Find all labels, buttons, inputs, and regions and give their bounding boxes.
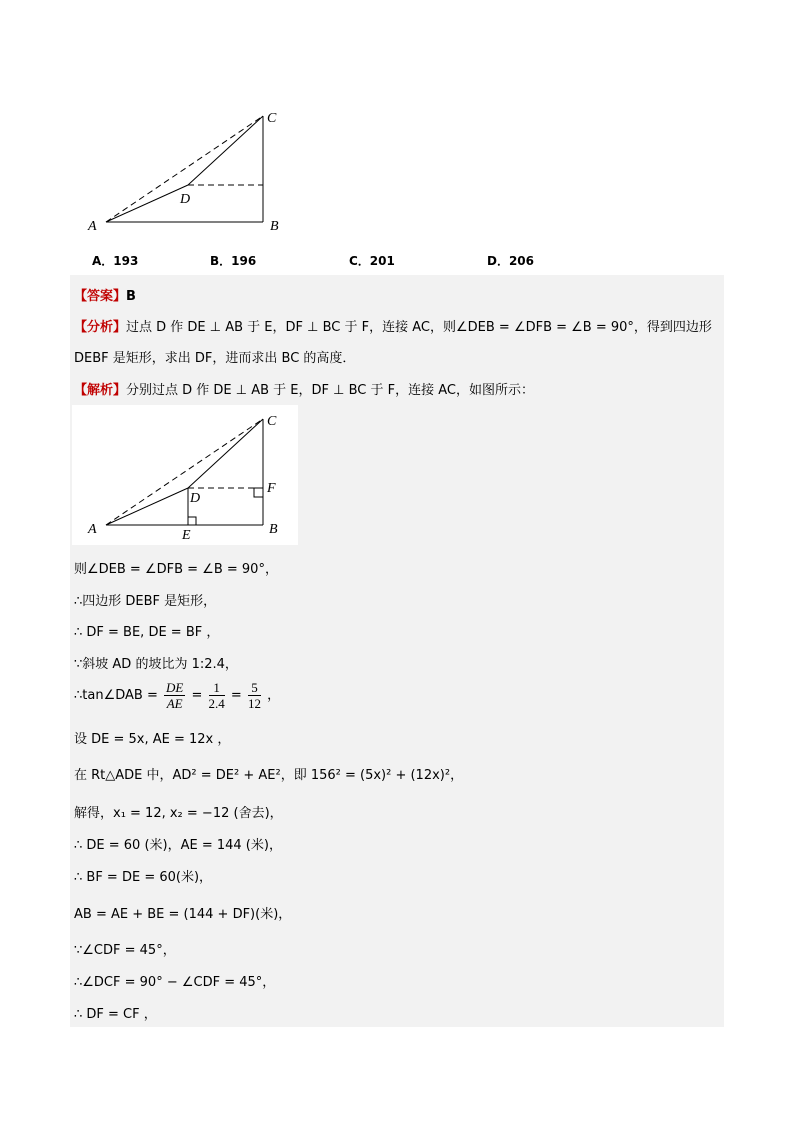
analysis-line-1 — [74, 316, 712, 335]
fraction-1-numerator: DE — [166, 680, 184, 695]
step-6: 设 DE = 5x, AE = 12x ， — [74, 732, 231, 747]
label-a-2: A — [88, 522, 97, 537]
figure-1 — [80, 100, 300, 240]
solution-text-1: 分别过点 D 作 DE ⊥ AB 于 E，DF ⊥ BC 于 F，连接 AC，如图所示： — [126, 383, 534, 398]
fraction-2-denominator: 2.4 — [208, 696, 225, 711]
step-10: ∴ BF = DE = 60(米)， — [74, 870, 213, 885]
solution-line-1 — [74, 379, 534, 398]
answer-tag: 【答案】 — [74, 289, 127, 304]
label-d-2: D — [190, 491, 201, 506]
line-ad — [106, 185, 191, 222]
option-d: D．206 — [487, 254, 535, 268]
option-b: B．196 — [210, 254, 257, 268]
tan-suffix: ， — [267, 688, 281, 703]
step-12: ∵∠CDF = 45°， — [74, 943, 176, 958]
fraction-2-numerator: 1 — [209, 680, 225, 696]
analysis-tag: 【分析】 — [74, 320, 127, 335]
step-9: ∴ DE = 60 (米)，AE = 144 (米)， — [74, 838, 282, 853]
fraction-1-2-4 — [209, 680, 225, 711]
step-8: 解得，x₁ = 12, x₂ = −12 (舍去)， — [74, 806, 283, 821]
label-d: D — [180, 192, 191, 207]
step-tan — [74, 680, 280, 711]
fraction-1-denominator: AE — [166, 696, 183, 711]
line-dc — [188, 116, 263, 185]
line-dc-2 — [188, 419, 263, 488]
option-c: C．201 — [349, 254, 395, 268]
label-a: A — [88, 219, 97, 234]
line-ad-2 — [106, 488, 188, 525]
fraction-3-numerator: 5 — [248, 680, 261, 696]
label-c: C — [267, 111, 277, 126]
fraction-5-12 — [248, 680, 261, 711]
step-14: ∴ DF = CF ， — [74, 1007, 157, 1022]
answer-line — [74, 285, 136, 304]
step-11: AB = AE + BE = (144 + DF)(米)， — [74, 907, 292, 922]
analysis-text-1: 过点 D 作 DE ⊥ AB 于 E，DF ⊥ BC 于 F，连接 AC，则∠DEB = ∠DFB = ∠B = 90°，得到四边形 — [126, 320, 712, 335]
right-angle-mark-e — [188, 517, 196, 525]
label-f-2: F — [267, 481, 276, 496]
right-angle-mark-f — [254, 488, 263, 497]
label-c-2: C — [267, 414, 277, 429]
figure-2 — [72, 405, 298, 545]
step-3: ∴ DF = BE, DE = BF ， — [74, 625, 220, 640]
fraction-de-ae — [164, 680, 185, 711]
tan-equals-1: = — [191, 688, 203, 703]
step-1: 则∠DEB = ∠DFB = ∠B = 90°， — [74, 562, 278, 577]
label-e-2: E — [182, 528, 191, 543]
fraction-3-denominator: 12 — [247, 696, 261, 711]
analysis-line-2: DEBF 是矩形，求出 DF，进而求出 BC 的高度． — [74, 351, 356, 366]
answer-value: B — [126, 289, 136, 304]
option-a: A．193 — [92, 254, 139, 268]
tan-equals-2: = — [230, 688, 242, 703]
step-13: ∴∠DCF = 90° − ∠CDF = 45°， — [74, 975, 276, 990]
tan-prefix: ∴tan∠DAB = — [74, 688, 158, 703]
solution-tag: 【解析】 — [74, 383, 127, 398]
dashed-line-ac-2 — [106, 419, 263, 525]
label-b-2: B — [269, 522, 278, 537]
step-7: 在 Rt△ADE 中，AD² = DE² + AE²，即 156² = (5x)² + (12x)²， — [74, 768, 464, 783]
label-b: B — [270, 219, 279, 234]
step-2: ∴四边形 DEBF 是矩形， — [74, 594, 217, 609]
step-4: ∵斜坡 AD 的坡比为 1:2.4， — [74, 657, 238, 672]
